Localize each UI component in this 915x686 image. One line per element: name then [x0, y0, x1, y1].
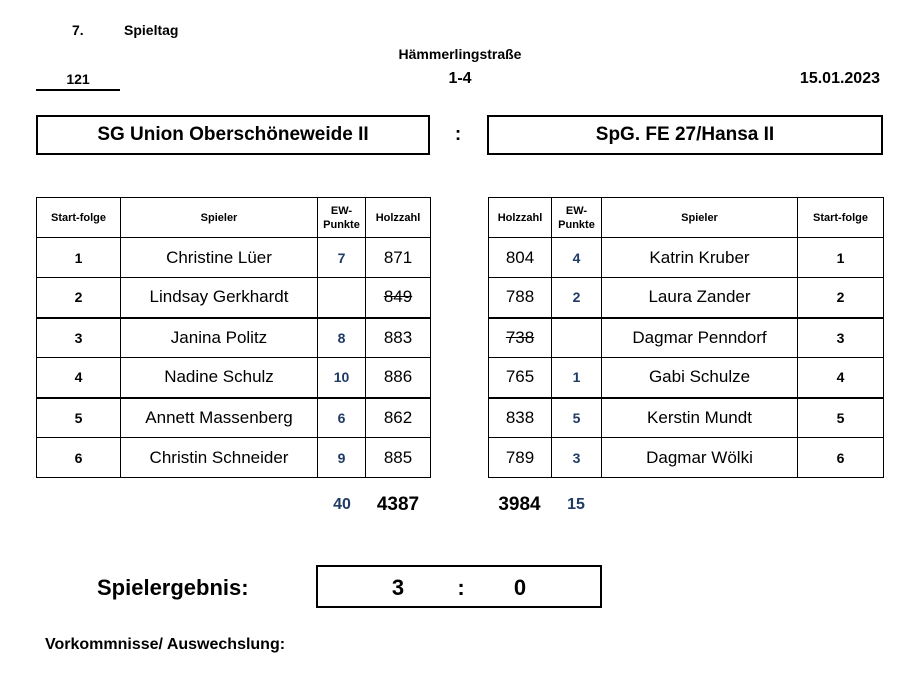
ew-points [318, 398, 366, 438]
holz-count-value: 804 [505, 247, 535, 267]
home-team-name: SG Union Oberschöneweide II [97, 124, 369, 145]
player-name [602, 398, 798, 438]
start-order [798, 398, 884, 438]
start-order-value: 6 [836, 449, 845, 466]
result-away: 0 [513, 575, 527, 600]
player-name-value: Katrin Kruber [649, 247, 750, 267]
ew-points [318, 438, 366, 478]
table-row [37, 238, 431, 278]
ew-points [318, 238, 366, 278]
ew-points-value: 6 [337, 409, 346, 426]
player-name-value: Christine Lüer [166, 247, 272, 267]
player-name [121, 358, 318, 398]
start-order-value: 1 [836, 249, 845, 266]
col-start: Start-folge [37, 198, 121, 238]
holz-count [366, 358, 431, 398]
player-name-value: Janina Politz [170, 327, 268, 347]
home-total-ew: 40 [333, 496, 351, 513]
result-separator: : [457, 575, 465, 600]
table-row [37, 278, 431, 318]
table-header-row [489, 198, 884, 238]
home-team-box [36, 115, 430, 155]
ew-points-value: 7 [337, 249, 346, 266]
match-date: 15.01.2023 [799, 70, 880, 87]
player-name-value: Kerstin Mundt [647, 407, 752, 427]
home-lineup-table [36, 197, 431, 478]
table-row [489, 278, 884, 318]
start-order-value: 2 [74, 289, 83, 306]
holz-count [366, 398, 431, 438]
holz-count [489, 238, 552, 278]
table-row [489, 438, 884, 478]
player-name [602, 438, 798, 478]
holz-count-value: 883 [383, 327, 413, 347]
col-player: Spieler [602, 198, 798, 238]
start-order-value: 1 [74, 249, 83, 266]
ew-points-value: 2 [572, 289, 581, 306]
player-name [602, 278, 798, 318]
ew-points-value: 9 [337, 449, 346, 466]
holz-count-value: 849 [383, 287, 413, 307]
home-total-holz: 4387 [376, 494, 420, 515]
ew-points [552, 438, 602, 478]
player-name [121, 318, 318, 358]
start-order [37, 238, 121, 278]
away-total-holz: 3984 [498, 494, 541, 515]
start-order [798, 238, 884, 278]
ew-points-value: 3 [572, 449, 581, 466]
ew-points [552, 278, 602, 318]
holz-count [489, 278, 552, 318]
holz-count [489, 358, 552, 398]
holz-count [366, 318, 431, 358]
start-order [798, 438, 884, 478]
ew-points-value: 10 [333, 369, 350, 386]
table-row [37, 438, 431, 478]
holz-count [366, 278, 431, 318]
start-order [798, 358, 884, 398]
holz-count [489, 318, 552, 358]
col-holz: Holzzahl [489, 198, 552, 238]
ew-points [318, 358, 366, 398]
start-order-value: 4 [836, 369, 845, 386]
start-order-value: 5 [74, 409, 83, 426]
player-name [121, 398, 318, 438]
result-label: Spielergebnis: [97, 575, 249, 600]
table-row [489, 358, 884, 398]
round-number: 7. [72, 22, 84, 38]
start-order [798, 318, 884, 358]
col-ew: EW- Punkte [552, 198, 602, 238]
col-holz: Holzzahl [366, 198, 431, 238]
start-order [37, 278, 121, 318]
holz-count-value: 765 [505, 367, 535, 387]
player-name [602, 358, 798, 398]
holz-count-value: 885 [383, 447, 413, 467]
player-name-value: Annett Massenberg [145, 407, 293, 427]
game-number: 121 [36, 71, 120, 91]
player-name-value: Nadine Schulz [164, 367, 274, 387]
col-start: Start-folge [798, 198, 884, 238]
table-row [489, 238, 884, 278]
ew-points [318, 318, 366, 358]
start-order-value: 2 [836, 289, 845, 306]
col-ew: EW- Punkte [318, 198, 366, 238]
ew-points [552, 238, 602, 278]
table-row [37, 358, 431, 398]
holz-count-value: 886 [383, 367, 413, 387]
holz-count-value: 871 [383, 247, 413, 267]
start-order [37, 398, 121, 438]
player-name-value: Dagmar Wölki [646, 447, 753, 467]
notes-label: Vorkommnisse/ Auswechslung: [45, 636, 286, 653]
holz-count [489, 438, 552, 478]
round-label: Spieltag [124, 22, 179, 38]
start-order [37, 438, 121, 478]
table-row [489, 398, 884, 438]
match-score: 1-4 [448, 70, 472, 87]
player-name [602, 238, 798, 278]
table-row [37, 318, 431, 358]
away-total-ew: 15 [567, 496, 585, 513]
ew-points [552, 358, 602, 398]
away-team-name: SpG. FE 27/Hansa II [595, 124, 775, 145]
start-order-value: 4 [74, 369, 83, 386]
ew-points-value: 4 [572, 249, 581, 266]
start-order-value: 3 [836, 329, 845, 346]
player-name [121, 278, 318, 318]
player-name-value: Gabi Schulze [648, 367, 751, 387]
start-order-value: 5 [836, 409, 845, 426]
holz-count-value: 789 [505, 447, 535, 467]
start-order [798, 278, 884, 318]
ew-points-value: 5 [572, 409, 581, 426]
player-name [121, 238, 318, 278]
ew-points-value: 8 [337, 329, 346, 346]
holz-count [366, 438, 431, 478]
ew-points [552, 318, 602, 358]
start-order-value: 3 [74, 329, 83, 346]
table-row [489, 318, 884, 358]
table-row [37, 398, 431, 438]
ew-points-value: 1 [572, 369, 581, 386]
team-separator: : [454, 124, 462, 145]
away-lineup-table [488, 197, 884, 478]
player-name [602, 318, 798, 358]
col-player: Spieler [121, 198, 318, 238]
player-name-value: Laura Zander [648, 287, 751, 307]
player-name-value: Christin Schneider [149, 447, 289, 467]
holz-count-value: 838 [505, 407, 535, 427]
player-name-value: Dagmar Penndorf [632, 327, 767, 347]
player-name [121, 438, 318, 478]
result-home: 3 [391, 575, 405, 600]
player-name-value: Lindsay Gerkhardt [149, 287, 289, 307]
holz-count [489, 398, 552, 438]
venue: Hämmerlingstraße [398, 46, 522, 62]
start-order [37, 358, 121, 398]
start-order-value: 6 [74, 449, 83, 466]
start-order [37, 318, 121, 358]
ew-points [552, 398, 602, 438]
away-team-box [487, 115, 883, 155]
ew-points [318, 278, 366, 318]
holz-count-value: 862 [383, 407, 413, 427]
holz-count [366, 238, 431, 278]
holz-count-value: 788 [505, 287, 535, 307]
table-header-row [37, 198, 431, 238]
holz-count-value: 738 [505, 327, 535, 347]
result-box [316, 565, 602, 608]
